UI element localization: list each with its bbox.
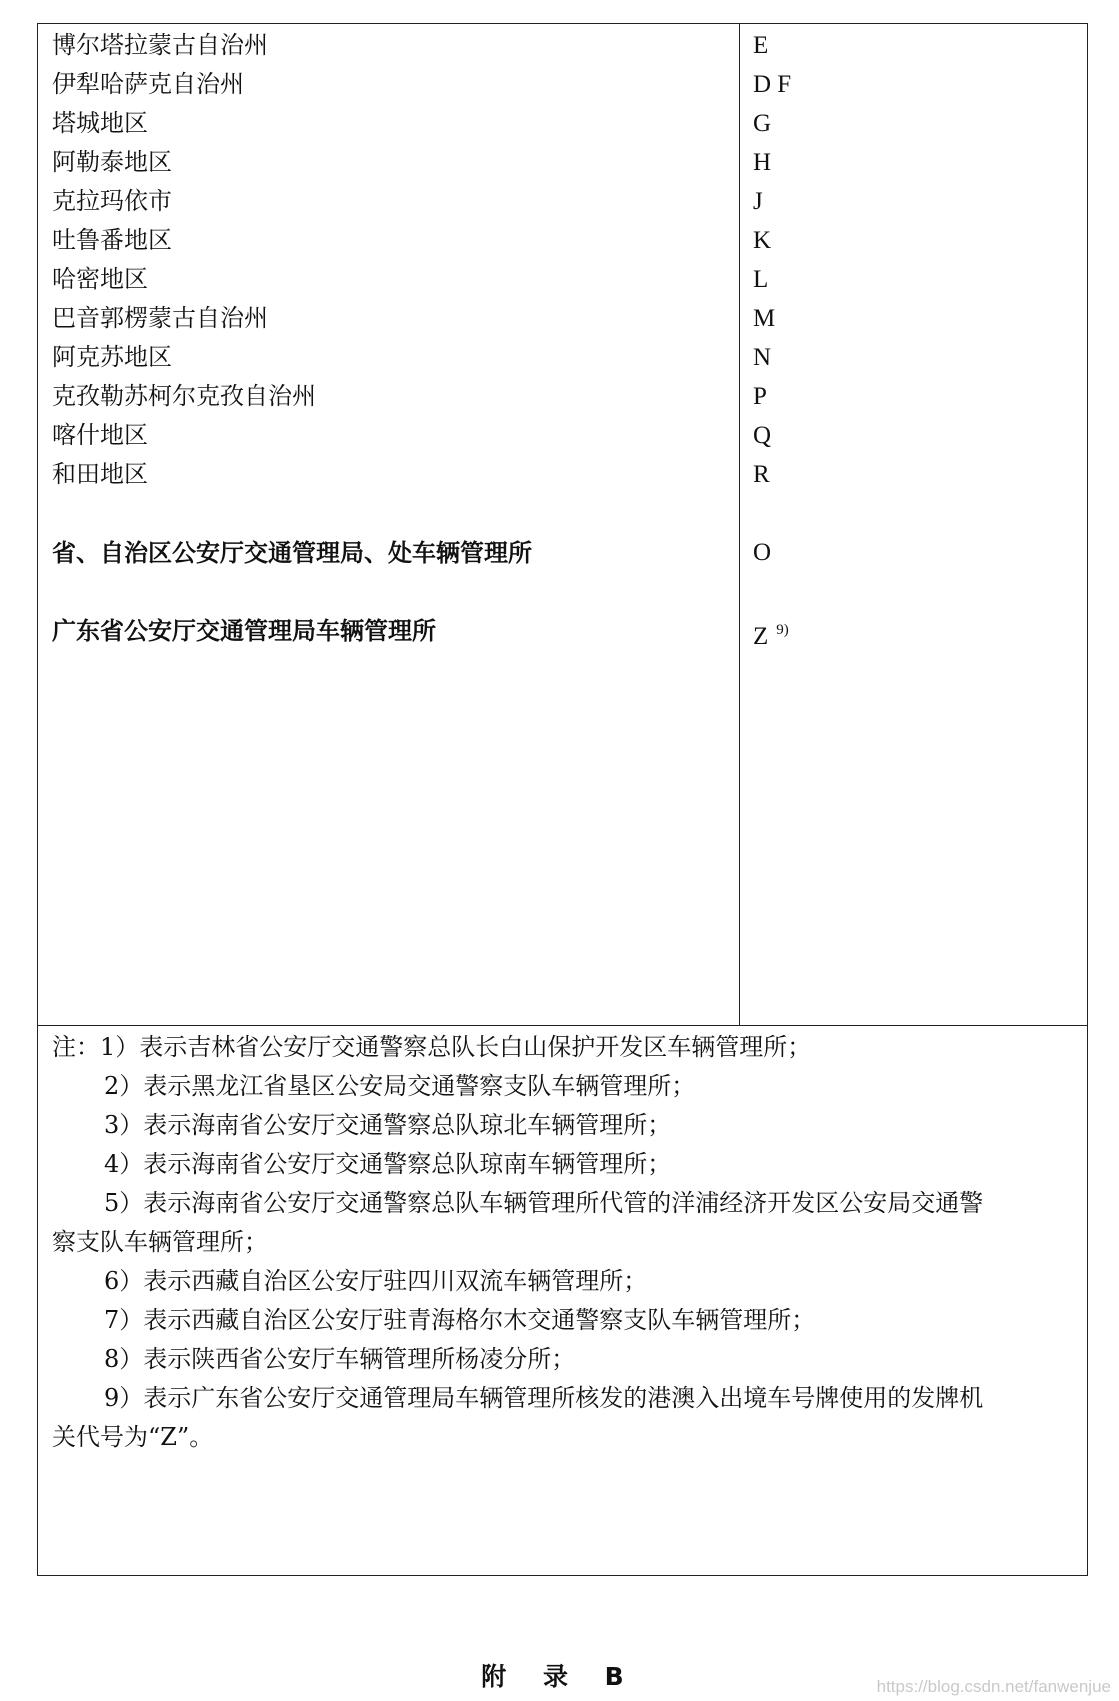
footnote-ref: 9)	[776, 622, 789, 638]
special-agency-name: 广东省公安厅交通管理局车辆管理所	[52, 616, 436, 645]
note-line: 9）表示广东省公安厅交通管理局车辆管理所核发的港澳入出境车号牌使用的发牌机	[104, 1384, 984, 1412]
row-spacer	[52, 572, 732, 611]
column-divider	[739, 23, 740, 1025]
row-spacer	[753, 572, 1073, 611]
note-line: 4）表示海南省公安厅交通警察总队琼南车辆管理所；	[104, 1150, 672, 1178]
region-name: 克拉玛依市	[52, 187, 172, 215]
plate-code-with-note	[753, 611, 1073, 650]
row-spacer	[753, 494, 1073, 533]
note-line: 6）表示西藏自治区公安厅驻四川双流车辆管理所；	[104, 1267, 648, 1295]
region-name: 阿勒泰地区	[52, 148, 172, 176]
plate-code: G	[753, 110, 772, 137]
region-name: 伊犁哈萨克自治州	[52, 70, 244, 98]
note-line: 关代号为“Z”。	[52, 1423, 214, 1451]
special-agency-name: 省、自治区公安厅交通管理局、处车辆管理所	[52, 538, 532, 567]
row-spacer	[52, 494, 732, 533]
plate-code-column	[753, 26, 1073, 650]
plate-code: R	[753, 461, 770, 488]
plate-code: Z	[753, 623, 769, 650]
notes-divider	[37, 1025, 1088, 1026]
plate-code: Q	[753, 422, 772, 449]
plate-code: P	[753, 383, 767, 410]
appendix-heading: 附 录 B	[481, 1662, 638, 1691]
watermark: https://blog.csdn.net/fanwenjue	[876, 1677, 1111, 1696]
region-name: 博尔塔拉蒙古自治州	[52, 31, 268, 59]
region-name: 哈密地区	[52, 265, 148, 293]
notes-section	[52, 1028, 1076, 1457]
note-line: 察支队车辆管理所；	[52, 1228, 268, 1256]
note-line: 8）表示陕西省公安厅车辆管理所杨凌分所；	[104, 1345, 576, 1373]
plate-code: H	[753, 149, 772, 176]
plate-code: L	[753, 266, 769, 293]
note-line: 3）表示海南省公安厅交通警察总队琼北车辆管理所；	[104, 1111, 672, 1139]
region-name: 巴音郭楞蒙古自治州	[52, 304, 268, 332]
plate-code: O	[753, 539, 772, 566]
plate-code: K	[753, 227, 772, 254]
note-line: 7）表示西藏自治区公安厅驻青海格尔木交通警察支队车辆管理所；	[104, 1306, 816, 1334]
region-name: 塔城地区	[52, 109, 148, 137]
region-name: 阿克苏地区	[52, 343, 172, 371]
region-name: 喀什地区	[52, 421, 148, 449]
plate-code: N	[753, 344, 772, 371]
plate-code: E	[753, 32, 769, 59]
plate-code: J	[753, 188, 763, 215]
note-line: 5）表示海南省公安厅交通警察总队车辆管理所代管的洋浦经济开发区公安局交通警	[104, 1189, 984, 1217]
region-name: 吐鲁番地区	[52, 226, 172, 254]
region-name-column	[52, 26, 732, 650]
plate-code: D F	[753, 71, 792, 98]
region-name: 克孜勒苏柯尔克孜自治州	[52, 382, 316, 410]
plate-code: M	[753, 305, 776, 332]
region-name: 和田地区	[52, 460, 148, 488]
note-line: 2）表示黑龙江省垦区公安局交通警察支队车辆管理所；	[104, 1072, 696, 1100]
note-line: 注：1）表示吉林省公安厅交通警察总队长白山保护开发区车辆管理所；	[52, 1033, 812, 1061]
